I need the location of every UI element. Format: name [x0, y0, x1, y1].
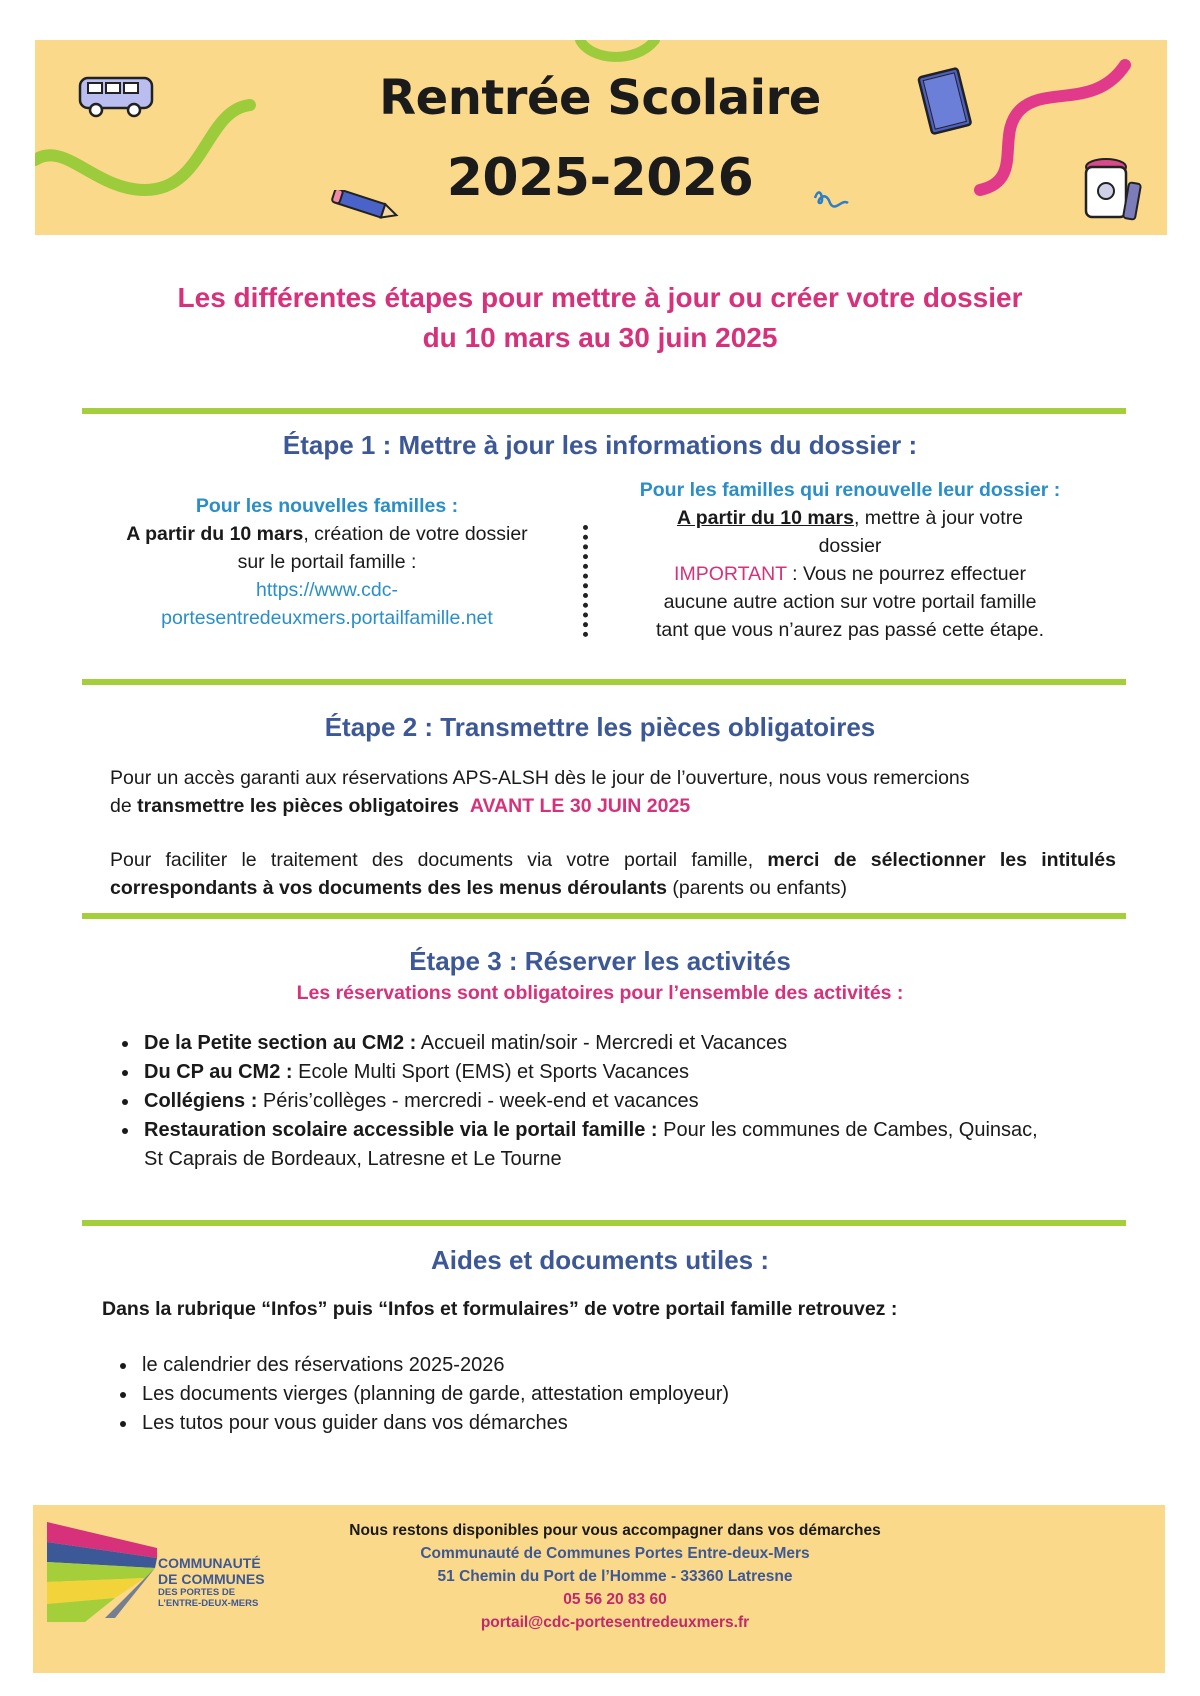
- list-item: [140, 1029, 1052, 1058]
- aides-title: Aides et documents utiles :: [430, 1245, 770, 1275]
- important-label: IMPORTANT: [674, 563, 787, 585]
- step2-paragraph-1: [110, 764, 1116, 820]
- logo-line-2: DE COMMUNES: [158, 1571, 265, 1587]
- renewing-families-block: [605, 476, 1095, 644]
- divider-4: [82, 1220, 1126, 1226]
- logo-line-4: L’ENTRE-DEUX-MERS: [158, 1598, 259, 1609]
- aides-intro: Dans la rubrique “Infos” puis “Infos et formulaires” de votre portail famille retrouvez :: [102, 1298, 898, 1320]
- new-families-block: [82, 492, 572, 632]
- item-label: De la Petite section au CM2 :: [144, 1032, 417, 1054]
- list-item: [140, 1116, 1052, 1174]
- school-year: 2025-2026: [446, 148, 754, 208]
- step3-title: Étape 3 : Réserver les activités: [409, 946, 791, 976]
- footer-phone: 05 56 20 83 60: [563, 1591, 667, 1608]
- new-families-text: , création de votre dossier: [303, 523, 528, 545]
- list-item: [140, 1087, 1052, 1116]
- renewing-families-text: , mettre à jour votre: [853, 507, 1024, 529]
- step2-p2-start: Pour faciliter le traitement des documents via votre portail famille,: [110, 849, 768, 871]
- intro-line-1: Les différentes étapes pour mettre à jour ou créer votre dossier: [177, 282, 1023, 313]
- green-squiggle-top: [580, 40, 655, 57]
- important-line1: [605, 560, 1095, 588]
- footer-contact: [300, 1519, 930, 1634]
- step2-title: Étape 2 : Transmettre les pièces obligatoires: [324, 712, 876, 742]
- step2-deadline: AVANT LE 30 JUIN 2025: [469, 795, 691, 817]
- step3-subtitle: Les réservations sont obligatoires pour l’ensemble des activités :: [296, 982, 904, 1004]
- step1-title: Étape 1 : Mettre à jour les informations du dossier :: [282, 430, 918, 460]
- new-families-line1: [82, 520, 572, 548]
- item-label: Restauration scolaire accessible via le portail famille :: [144, 1119, 658, 1141]
- renewing-families-line1: [605, 504, 1095, 532]
- page-title: Rentrée Scolaire: [379, 70, 821, 126]
- item-text: Péris’collèges - mercredi - week-end et vacances: [257, 1090, 699, 1112]
- list-item: • le calendrier des réservations 2025-2026: [138, 1351, 1010, 1380]
- list-item: • Les tutos pour vous guider dans vos démarches: [138, 1409, 1010, 1438]
- important-line3: tant que vous n’aurez pas passé cette étape.: [655, 619, 1045, 641]
- item-label: Collégiens :: [144, 1090, 258, 1112]
- portal-link-line1[interactable]: https://www.cdc-: [256, 579, 398, 601]
- divider-2: [82, 679, 1126, 685]
- portal-link-line2[interactable]: portesentredeuxmers.portailfamille.net: [161, 607, 493, 629]
- footer-org: Communauté de Communes Portes Entre-deux-Mers: [420, 1545, 810, 1562]
- new-families-date: A partir du 10 mars: [126, 523, 304, 545]
- renewing-families-date: A partir du 10 mars: [676, 507, 854, 529]
- logo-line-3: DES PORTES DE: [158, 1587, 236, 1598]
- step2-p1-line2: [110, 792, 1116, 820]
- step2-p1-de: de: [110, 795, 138, 817]
- column-separator: [583, 525, 588, 637]
- list-item: [140, 1058, 1052, 1087]
- new-families-line2: sur le portail famille :: [237, 551, 417, 573]
- step2-p1-bold: transmettre les pièces obligatoires: [137, 795, 459, 817]
- footer-address: 51 Chemin du Port de l’Homme - 33360 Latresne: [437, 1568, 793, 1585]
- item-text: Ecole Multi Sport (EMS) et Sports Vacances: [292, 1061, 689, 1083]
- list-item: • Les documents vierges (planning de garde, attestation employeur): [138, 1380, 1010, 1409]
- item-label: Du CP au CM2 :: [144, 1061, 293, 1083]
- activities-list: [112, 1029, 1052, 1174]
- important-text1: : Vous ne pourrez effectuer: [786, 563, 1026, 585]
- renewing-families-heading: Pour les familles qui renouvelle leur dossier :: [639, 479, 1061, 501]
- divider-1: [82, 408, 1126, 414]
- step2-p2-bold: merci de sélectionner les intitulés correspondants à vos documents des les menus déroulants: [110, 849, 1116, 899]
- item-text: Accueil matin/soir - Mercredi et Vacances: [416, 1032, 788, 1054]
- intro-line-2: du 10 mars au 30 juin 2025: [422, 322, 778, 353]
- footer-email[interactable]: portail@cdc-portesentredeuxmers.fr: [480, 1614, 750, 1631]
- item-text: Pour les communes de Cambes, Quinsac, St Caprais de Bordeaux, Latresne et Le Tourne: [144, 1119, 1038, 1170]
- footer-line1: Nous restons disponibles pour vous accompagner dans vos démarches: [349, 1522, 881, 1539]
- aides-list: [110, 1351, 1010, 1438]
- cdc-logo-text: [158, 1555, 265, 1609]
- step2-p1-line1: Pour un accès garanti aux réservations APS-ALSH dès le jour de l’ouverture, nous vous remercions: [110, 767, 970, 789]
- step2-paragraph-2: [110, 846, 1116, 902]
- step2-p2-end: (parents ou enfants): [667, 877, 847, 899]
- new-families-heading: Pour les nouvelles familles :: [195, 495, 459, 517]
- renewing-families-line2: dossier: [818, 535, 882, 557]
- important-line2: aucune autre action sur votre portail famille: [663, 591, 1037, 613]
- logo-line-1: COMMUNAUTÉ: [158, 1555, 261, 1571]
- cdc-logo-icon: [45, 1518, 160, 1626]
- divider-3: [82, 913, 1126, 919]
